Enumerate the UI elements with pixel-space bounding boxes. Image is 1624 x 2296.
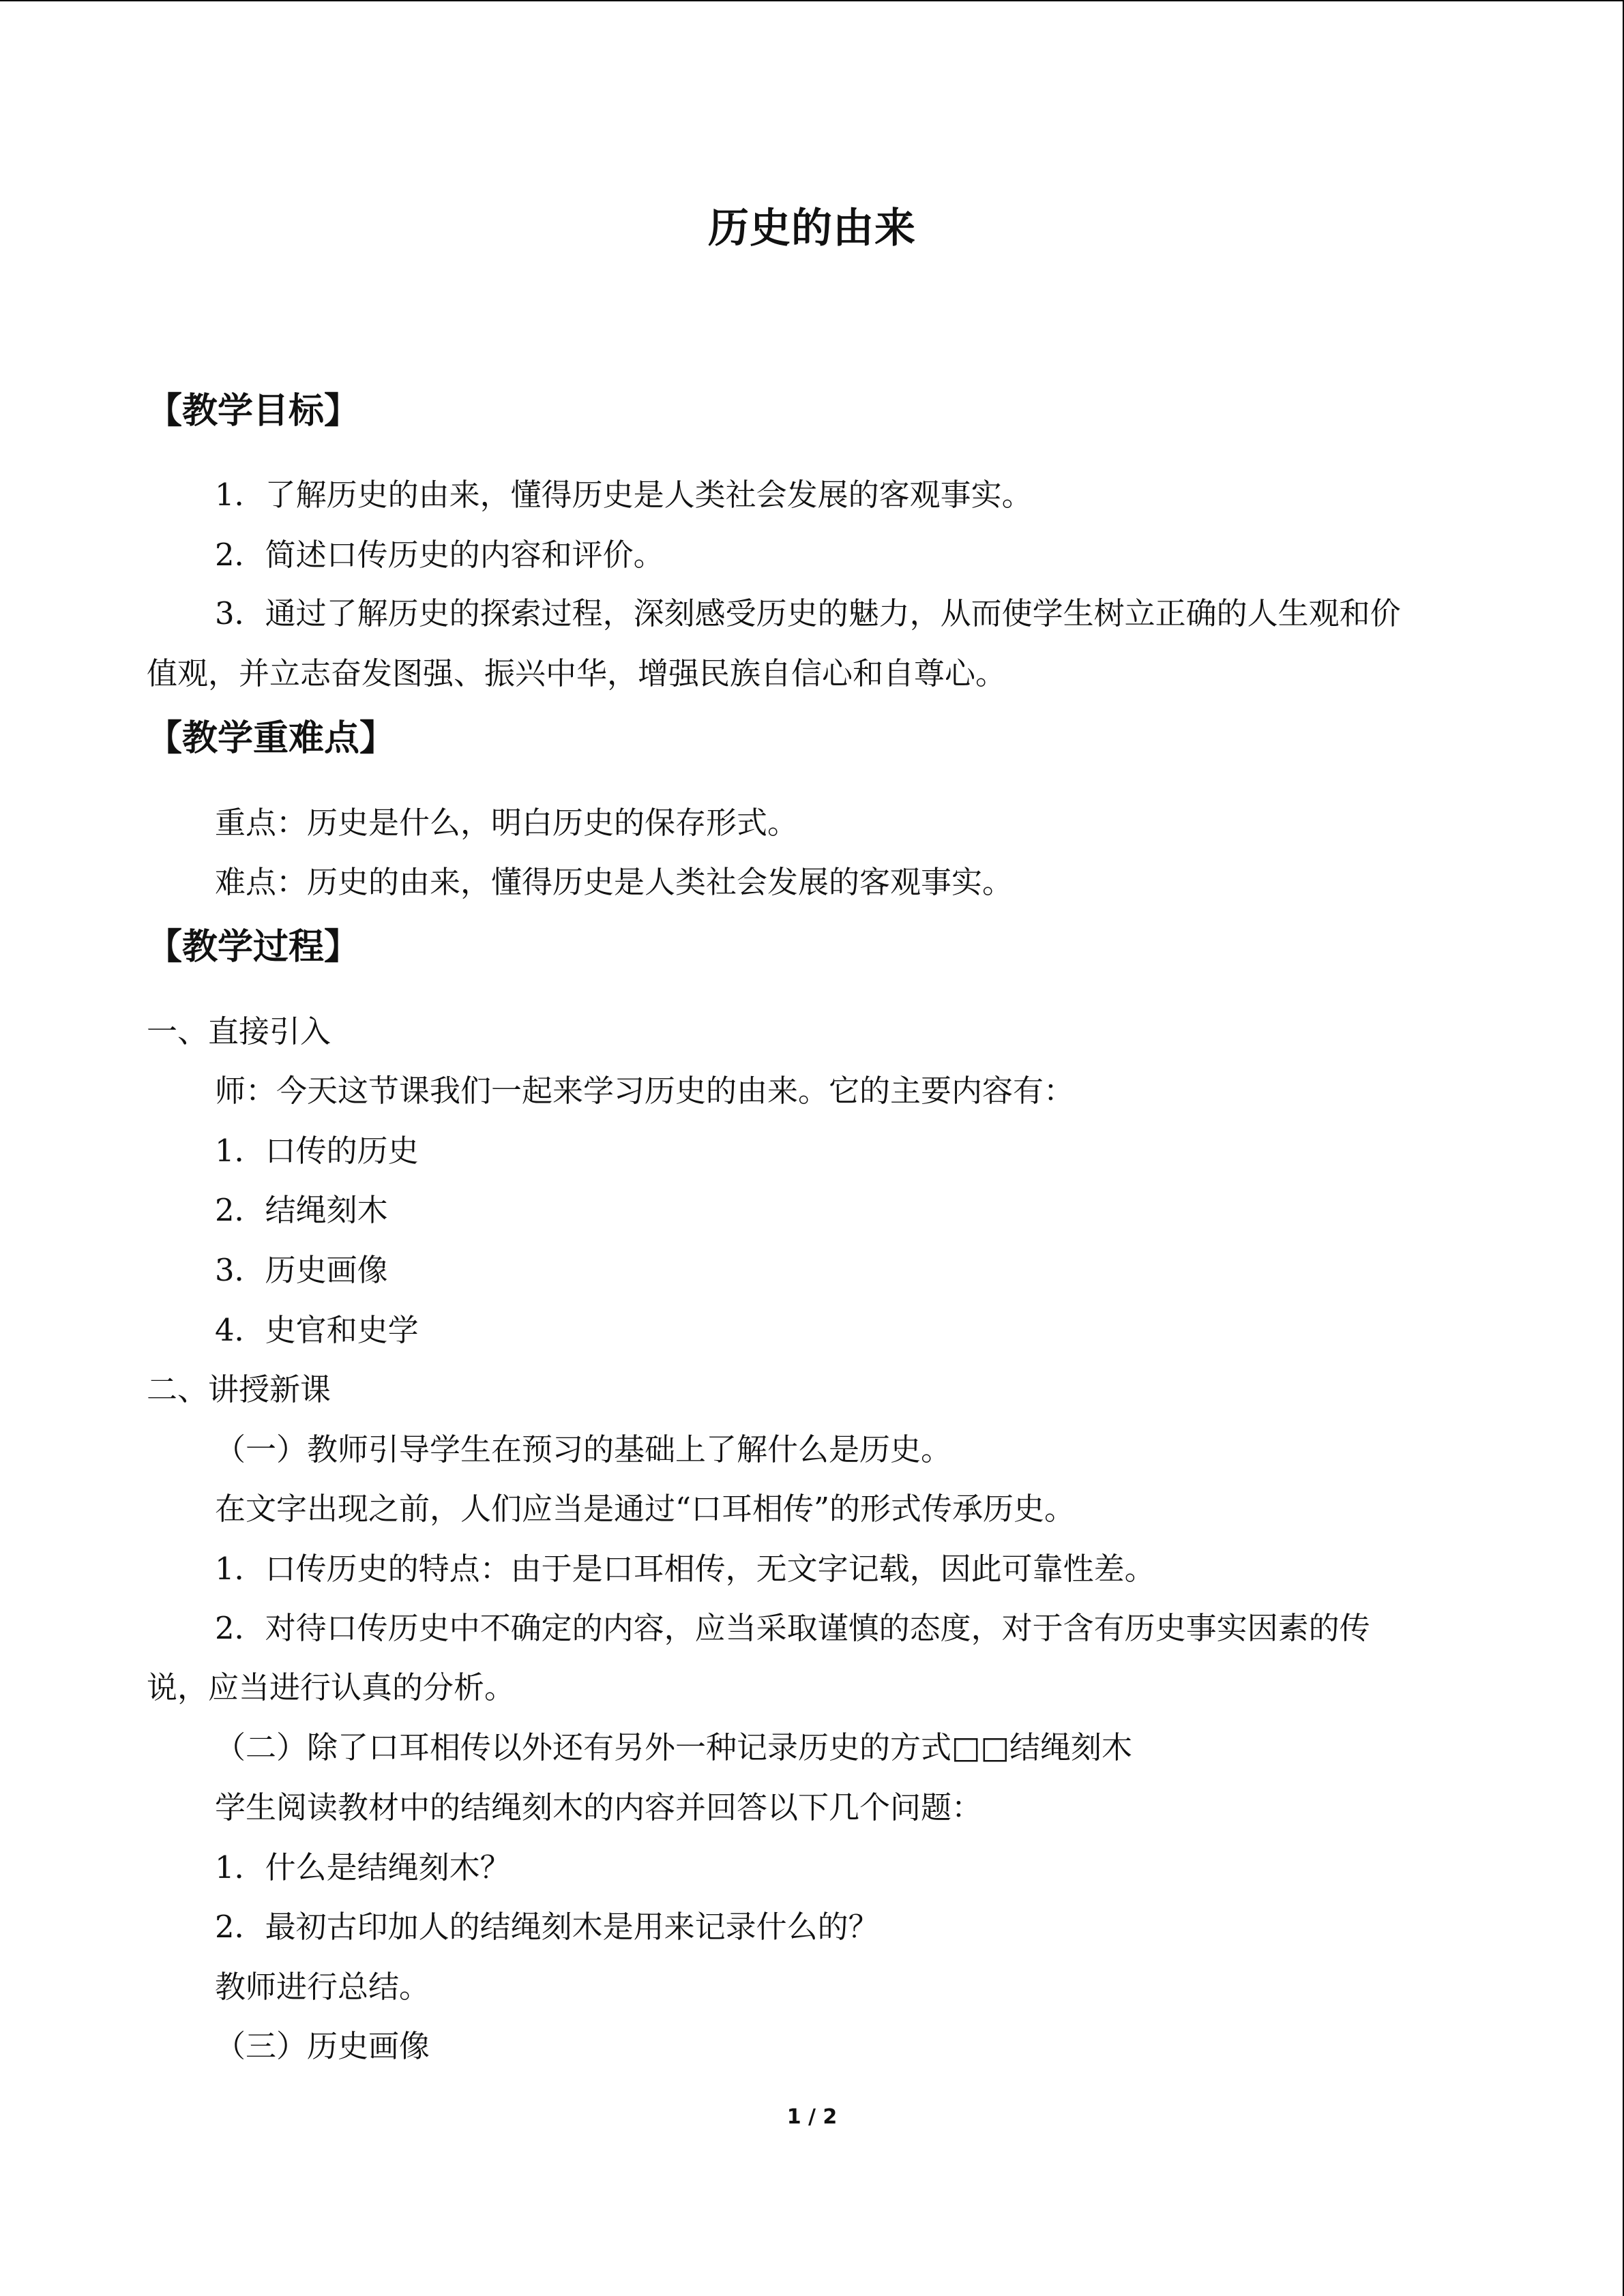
process-line: 学生阅读教材中的结绳刻木的内容并回答以下几个问题： xyxy=(215,1789,983,1825)
process-section-2-heading: 二、讲授新课 xyxy=(147,1371,331,1407)
process-line: 说，应当进行认真的分析。 xyxy=(147,1669,516,1705)
objective-line-1: 1．了解历史的由来，懂得历史是人类社会发展的客观事实。 xyxy=(215,477,1033,513)
process-line: 3．历史画像 xyxy=(215,1252,388,1288)
process-line: 2．结绳刻木 xyxy=(215,1192,388,1228)
document-title: 历史的由来 xyxy=(708,205,916,252)
heading-key-points: 【教学重难点】 xyxy=(147,718,396,759)
process-line: 在文字出现之前，人们应当是通过“口耳相传”的形式传承历史。 xyxy=(215,1491,1076,1527)
process-section-1-heading: 一、直接引入 xyxy=(147,1013,331,1049)
process-line: 教师进行总结。 xyxy=(215,1969,430,2005)
process-line: （二）除了口耳相传以外还有另外一种记录历史的方式□□结绳刻木 xyxy=(215,1729,1133,1765)
process-line: 师：今天这节课我们一起来学习历史的由来。它的主要内容有： xyxy=(215,1073,1075,1109)
process-line: 4．史官和史学 xyxy=(215,1312,419,1348)
process-line: 1．口传的历史 xyxy=(215,1133,419,1169)
process-line: 1．口传历史的特点：由于是口耳相传，无文字记载，因此可靠性差。 xyxy=(215,1551,1155,1587)
process-line: 2．最初古印加人的结绳刻木是用来记录什么的？ xyxy=(215,1909,879,1945)
process-line: 2．对待口传历史中不确定的内容，应当采取谨慎的态度，对于含有历史事实因素的传 xyxy=(215,1610,1370,1646)
heading-objectives: 【教学目标】 xyxy=(147,391,360,432)
process-line: 1．什么是结绳刻木？ xyxy=(215,1849,511,1885)
heading-process: 【教学过程】 xyxy=(147,927,360,968)
objective-line-4: 值观，并立志奋发图强、振兴中华，增强民族自信心和自尊心。 xyxy=(147,655,1007,691)
page-number: 1 / 2 xyxy=(786,2105,838,2129)
process-line: （三）历史画像 xyxy=(215,2028,430,2064)
objective-line-3: 3．通过了解历史的探索过程，深刻感受历史的魅力，从而使学生树立正确的人生观和价 xyxy=(215,595,1401,631)
objective-line-2: 2．简述口传历史的内容和评价。 xyxy=(215,537,664,573)
difficult-point-line: 难点：历史的由来，懂得历史是人类社会发展的客观事实。 xyxy=(215,864,1014,900)
key-point-line: 重点：历史是什么，明白历史的保存形式。 xyxy=(215,805,799,841)
process-line: （一）教师引导学生在预习的基础上了解什么是历史。 xyxy=(215,1431,952,1467)
